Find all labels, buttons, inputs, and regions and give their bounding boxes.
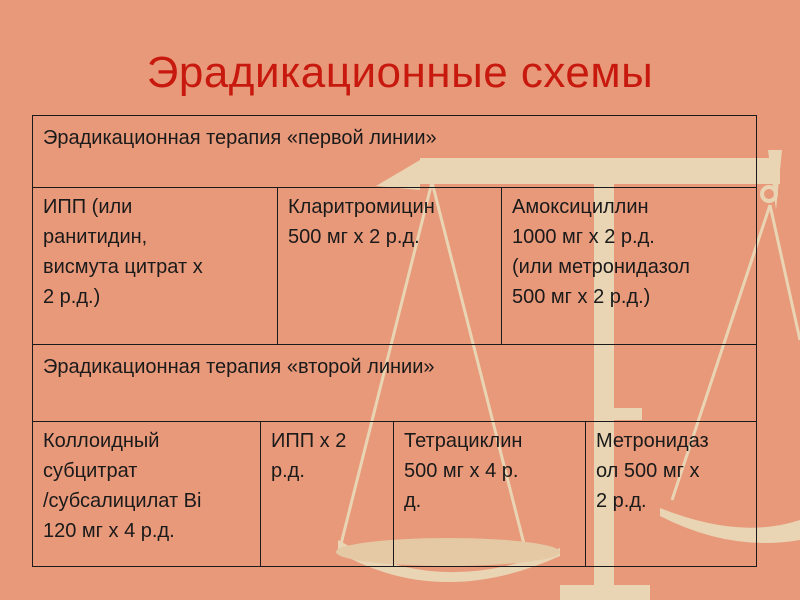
cell-line: Тетрациклин xyxy=(404,430,523,452)
cell-line: ол 500 мг x xyxy=(596,460,700,482)
first-line-header: Эрадикационная терапия «первой линии» xyxy=(32,115,757,188)
cell-line: Кларитромицин xyxy=(288,196,435,218)
first-line-cell-clarithromycin xyxy=(277,187,502,345)
cell-line: 500 мг x 2 р.д.) xyxy=(512,286,651,308)
cell-line: Метронидаз xyxy=(596,430,709,452)
second-line-header: Эрадикационная терапия «второй линии» xyxy=(32,344,757,422)
cell-line: ранитидин, xyxy=(43,226,148,248)
cell-line: 500 мг x 2 р.д. xyxy=(288,226,420,248)
cell-line: д. xyxy=(404,490,422,512)
second-line-cell-tetracycline xyxy=(393,421,586,567)
cell-line: 120 мг x 4 р.д. xyxy=(43,520,175,542)
second-line-cell-ipp xyxy=(260,421,394,567)
cell-line: 1000 мг x 2 р.д. xyxy=(512,226,655,248)
cell-line: /субсалицилат Bi xyxy=(43,490,202,512)
cell-line: (или метронидазол xyxy=(512,256,690,278)
cell-line: 2 р.д. xyxy=(596,490,647,512)
second-line-cell-metronidazole xyxy=(585,421,757,567)
first-line-cell-amoxicillin xyxy=(501,187,757,345)
cell-line: 500 мг x 4 р. xyxy=(404,460,519,482)
page-title: Эрадикационные схемы xyxy=(146,48,654,97)
cell-line: р.д. xyxy=(271,460,305,482)
cell-line: ИПП x 2 xyxy=(271,430,347,452)
cell-line: висмута цитрат x xyxy=(43,256,203,278)
cell-line: субцитрат xyxy=(43,460,138,482)
cell-line: 2 р.д.) xyxy=(43,286,101,308)
cell-line: ИПП (или xyxy=(43,196,133,218)
first-line-cell-ipp xyxy=(32,187,278,345)
cell-line: Коллоидный xyxy=(43,430,160,452)
second-line-cell-bismuth xyxy=(32,421,261,567)
cell-line: Амоксициллин xyxy=(512,196,649,218)
